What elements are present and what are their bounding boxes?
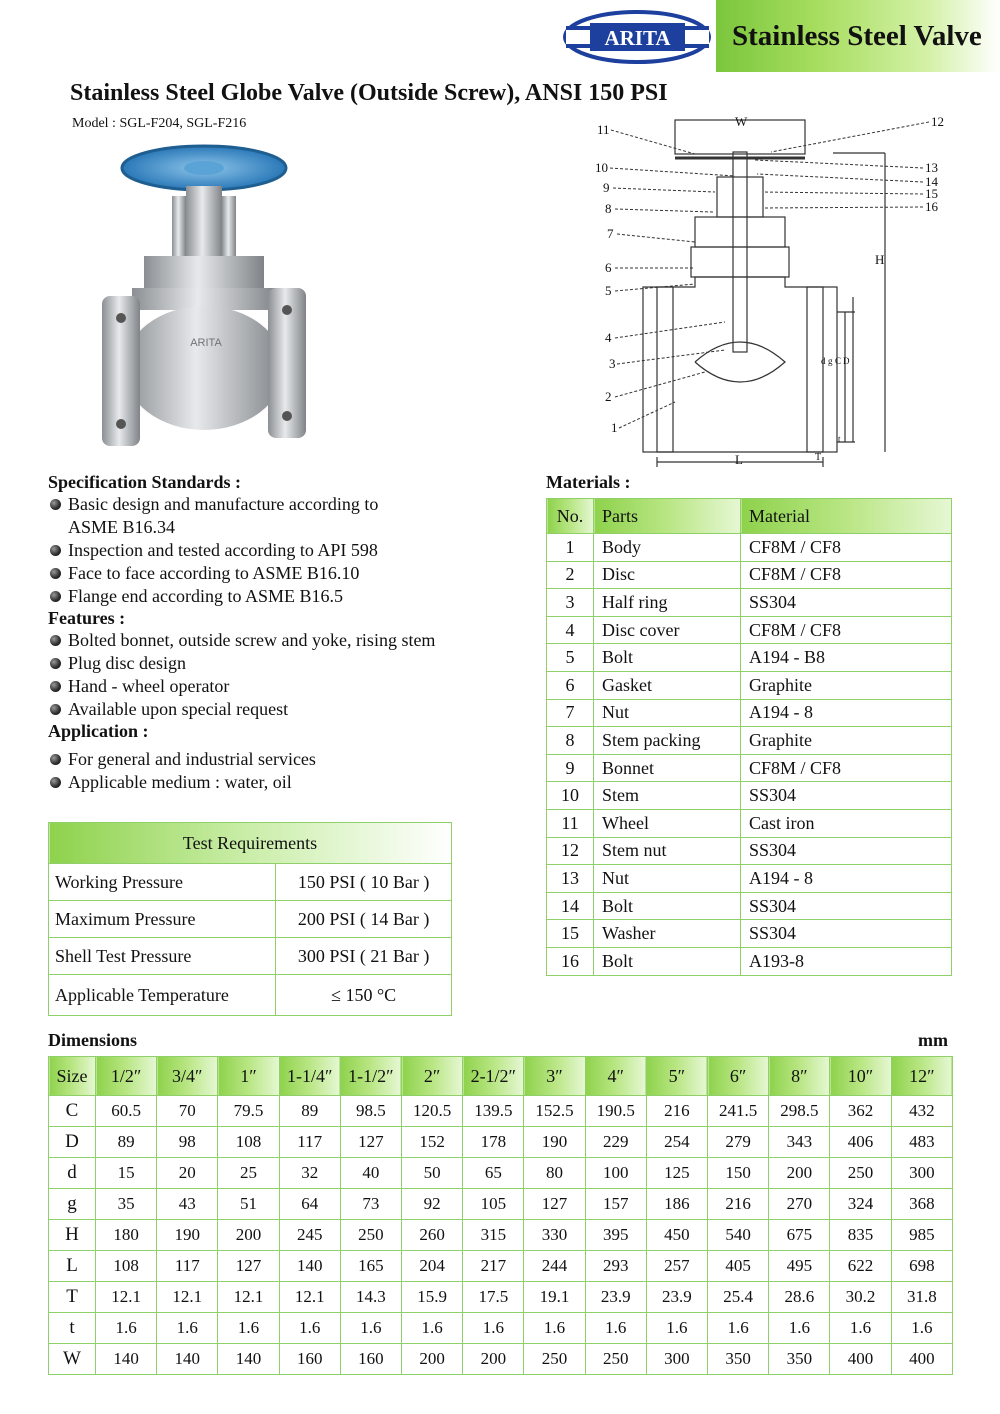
table-row (547, 727, 952, 755)
dimension-cell: 495 (769, 1251, 830, 1282)
product-title: Stainless Steel Globe Valve (Outside Screw), ANSI 150 PSI (70, 80, 668, 106)
dimension-cell: 23.9 (585, 1282, 646, 1313)
dimension-cell: 100 (585, 1158, 646, 1189)
size-header: 8″ (769, 1057, 830, 1096)
callout-9: 9 (603, 180, 610, 195)
list-item: For general and industrial services (48, 748, 498, 771)
dim-H: H (875, 252, 885, 267)
size-header: 3″ (524, 1057, 585, 1096)
list-item: Applicable medium : water, oil (48, 771, 498, 794)
part-material: CF8M / CF8 (741, 534, 952, 562)
dimension-cell: 152 (402, 1127, 463, 1158)
model-number: Model : SGL-F204, SGL-F216 (72, 116, 247, 131)
size-header: 12″ (891, 1057, 952, 1096)
table-row: Maximum Pressure 200 PSI ( 14 Bar ) (49, 901, 452, 938)
dimension-cell: 92 (402, 1189, 463, 1220)
dimension-cell: 622 (830, 1251, 891, 1282)
dimension-cell: 30.2 (830, 1282, 891, 1313)
dimension-cell: 1.6 (585, 1313, 646, 1344)
dimension-cell: 98 (157, 1127, 218, 1158)
dimension-cell: 293 (585, 1251, 646, 1282)
dimension-cell: 127 (524, 1189, 585, 1220)
dimension-cell: 125 (646, 1158, 707, 1189)
dimension-cell: 406 (830, 1127, 891, 1158)
dimension-cell: 835 (830, 1220, 891, 1251)
list-item: Hand - wheel operator (48, 675, 498, 698)
size-header: 1-1/4″ (279, 1057, 340, 1096)
dim-D: D (843, 356, 850, 366)
dimension-cell: 675 (769, 1220, 830, 1251)
dimension-cell: 186 (646, 1189, 707, 1220)
part-name: Disc (594, 561, 741, 589)
dimension-cell: 698 (891, 1251, 952, 1282)
table-row (547, 892, 952, 920)
table-row (547, 671, 952, 699)
dim-d: d (821, 356, 826, 366)
part-name: Disc cover (594, 616, 741, 644)
part-name: Half ring (594, 589, 741, 617)
dimension-cell: 330 (524, 1220, 585, 1251)
part-number: 12 (547, 837, 594, 865)
dimension-cell: 350 (708, 1344, 769, 1375)
callout-8: 8 (605, 201, 612, 216)
dimension-cell: 450 (646, 1220, 707, 1251)
dimension-cell: 1.6 (646, 1313, 707, 1344)
table-row (49, 1282, 953, 1313)
callout-15: 15 (925, 186, 938, 201)
part-name: Gasket (594, 671, 741, 699)
size-header: 10″ (830, 1057, 891, 1096)
dimension-cell: 250 (340, 1220, 401, 1251)
dimension-cell: 15.9 (402, 1282, 463, 1313)
size-header: 2″ (402, 1057, 463, 1096)
dimension-cell: 127 (340, 1127, 401, 1158)
dimension-cell: 89 (279, 1096, 340, 1127)
dimension-cell: 73 (340, 1189, 401, 1220)
dimension-cell: 1.6 (402, 1313, 463, 1344)
list-item: Basic design and manufacture according to ASME B16.34 (48, 493, 498, 539)
dimension-cell: 245 (279, 1220, 340, 1251)
part-material: A194 - 8 (741, 699, 952, 727)
part-material: A194 - B8 (741, 644, 952, 672)
table-row (547, 754, 952, 782)
dim-W: W (735, 114, 748, 129)
dimension-cell: 216 (708, 1189, 769, 1220)
dimension-cell: 12.1 (218, 1282, 279, 1313)
table-header (49, 1057, 953, 1096)
part-material: Cast iron (741, 809, 952, 837)
part-number: 9 (547, 754, 594, 782)
part-name: Bolt (594, 947, 741, 975)
row-label: T (49, 1282, 96, 1313)
dimensions-heading: Dimensions (48, 1030, 138, 1050)
dimension-cell: 229 (585, 1127, 646, 1158)
table-row (547, 616, 952, 644)
dimension-cell: 108 (218, 1127, 279, 1158)
table-row (49, 1096, 953, 1127)
dim-t: t (838, 434, 841, 444)
size-header: 6″ (708, 1057, 769, 1096)
dimension-cell: 343 (769, 1127, 830, 1158)
part-number: 14 (547, 892, 594, 920)
size-header: 2-1/2″ (463, 1057, 524, 1096)
part-name: Washer (594, 920, 741, 948)
dimension-cell: 368 (891, 1189, 952, 1220)
dimension-cell: 250 (830, 1158, 891, 1189)
size-header: 4″ (585, 1057, 646, 1096)
part-number: 15 (547, 920, 594, 948)
table-row: Applicable Temperature ≤ 150 °C (49, 975, 452, 1016)
part-material: A193-8 (741, 947, 952, 975)
dimension-cell: 1.6 (279, 1313, 340, 1344)
dimension-cell: 70 (157, 1096, 218, 1127)
part-number: 6 (547, 671, 594, 699)
dimension-cell: 25.4 (708, 1282, 769, 1313)
dimension-cell: 105 (463, 1189, 524, 1220)
dimension-cell: 165 (340, 1251, 401, 1282)
row-label: g (49, 1189, 96, 1220)
features-heading: Features : (48, 608, 126, 628)
dimension-cell: 1.6 (157, 1313, 218, 1344)
dimension-cell: 25 (218, 1158, 279, 1189)
part-material: CF8M / CF8 (741, 616, 952, 644)
size-header: 1-1/2″ (340, 1057, 401, 1096)
dimension-cell: 1.6 (96, 1313, 157, 1344)
table-header: No. Parts Material (547, 499, 952, 534)
callout-10: 10 (595, 160, 608, 175)
arita-logo (560, 8, 715, 66)
dim-L: L (735, 452, 743, 467)
specification-block (48, 472, 498, 794)
part-material: SS304 (741, 920, 952, 948)
materials-heading: Materials : (546, 472, 631, 492)
dimension-cell: 60.5 (96, 1096, 157, 1127)
part-number: 10 (547, 782, 594, 810)
part-name: Nut (594, 865, 741, 893)
dimension-cell: 178 (463, 1127, 524, 1158)
dimension-cell: 257 (646, 1251, 707, 1282)
table-row (547, 920, 952, 948)
dimension-cell: 217 (463, 1251, 524, 1282)
dimension-cell: 1.6 (218, 1313, 279, 1344)
dimension-cell: 152.5 (524, 1096, 585, 1127)
dimension-cell: 40 (340, 1158, 401, 1189)
part-number: 1 (547, 534, 594, 562)
dimension-cell: 160 (340, 1344, 401, 1375)
dimension-cell: 12.1 (157, 1282, 218, 1313)
row-label: C (49, 1096, 96, 1127)
dimension-cell: 204 (402, 1251, 463, 1282)
dimension-cell: 14.3 (340, 1282, 401, 1313)
dimension-cell: 43 (157, 1189, 218, 1220)
dimension-cell: 400 (891, 1344, 952, 1375)
list-item: Flange end according to ASME B16.5 (48, 585, 498, 608)
dimension-cell: 140 (218, 1344, 279, 1375)
dimension-cell: 250 (524, 1344, 585, 1375)
callout-11: 11 (597, 122, 610, 137)
table-row (49, 1220, 953, 1251)
dimension-cell: 15 (96, 1158, 157, 1189)
dimension-cell: 160 (279, 1344, 340, 1375)
dimension-cell: 1.6 (708, 1313, 769, 1344)
part-name: Bonnet (594, 754, 741, 782)
dimension-cell: 80 (524, 1158, 585, 1189)
dimensions-unit: mm (918, 1030, 948, 1050)
table-row (547, 837, 952, 865)
dimension-cell: 12.1 (279, 1282, 340, 1313)
dimension-cell: 35 (96, 1189, 157, 1220)
dim-C: C (835, 356, 842, 366)
table-row (547, 809, 952, 837)
list-item: Plug disc design (48, 652, 498, 675)
dimension-cell: 270 (769, 1189, 830, 1220)
dimension-cell: 985 (891, 1220, 952, 1251)
row-label: L (49, 1251, 96, 1282)
dimension-cell: 108 (96, 1251, 157, 1282)
row-label: H (49, 1220, 96, 1251)
part-name: Stem packing (594, 727, 741, 755)
row-label: d (49, 1158, 96, 1189)
table-row (49, 1189, 953, 1220)
dimension-cell: 23.9 (646, 1282, 707, 1313)
part-number: 11 (547, 809, 594, 837)
test-requirements-table (48, 822, 452, 1016)
dimension-cell: 117 (279, 1127, 340, 1158)
row-label: W (49, 1344, 96, 1375)
size-header: 1/2″ (96, 1057, 157, 1096)
dimension-cell: 127 (218, 1251, 279, 1282)
callout-14: 14 (925, 174, 938, 189)
dimension-cell: 190 (524, 1127, 585, 1158)
standards-heading: Specification Standards : (48, 472, 242, 492)
part-number: 7 (547, 699, 594, 727)
valve-photo (92, 138, 332, 468)
part-material: Graphite (741, 727, 952, 755)
dimension-cell: 254 (646, 1127, 707, 1158)
part-name: Nut (594, 699, 741, 727)
dimension-cell: 65 (463, 1158, 524, 1189)
dimension-cell: 1.6 (769, 1313, 830, 1344)
table-row (547, 699, 952, 727)
dimension-cell: 1.6 (891, 1313, 952, 1344)
callout-16: 16 (925, 199, 938, 214)
list-item: Available upon special request (48, 698, 498, 721)
dimension-cell: 140 (279, 1251, 340, 1282)
dimension-cell: 298.5 (769, 1096, 830, 1127)
dimension-cell: 200 (402, 1344, 463, 1375)
dimension-cell: 315 (463, 1220, 524, 1251)
dimension-cell: 19.1 (524, 1282, 585, 1313)
part-number: 5 (547, 644, 594, 672)
dimension-cell: 190 (157, 1220, 218, 1251)
dimension-cell: 150 (708, 1158, 769, 1189)
table-row (547, 947, 952, 975)
dimension-cell: 300 (891, 1158, 952, 1189)
callout-3: 3 (609, 356, 616, 371)
table-row: Working Pressure 150 PSI ( 10 Bar ) (49, 864, 452, 901)
dimension-cell: 244 (524, 1251, 585, 1282)
dimension-cell: 139.5 (463, 1096, 524, 1127)
dimension-cell: 200 (463, 1344, 524, 1375)
dimension-cell: 120.5 (402, 1096, 463, 1127)
dim-g: g (828, 356, 833, 366)
table-row (49, 1251, 953, 1282)
part-name: Wheel (594, 809, 741, 837)
dimension-cell: 98.5 (340, 1096, 401, 1127)
dimension-cell: 12.1 (96, 1282, 157, 1313)
callout-1: 1 (611, 420, 618, 435)
dimension-cell: 362 (830, 1096, 891, 1127)
brand-name: ARITA (604, 26, 671, 50)
dimension-cell: 17.5 (463, 1282, 524, 1313)
dimension-cell: 79.5 (218, 1096, 279, 1127)
part-material: SS304 (741, 782, 952, 810)
table-row (547, 644, 952, 672)
dimension-cell: 1.6 (340, 1313, 401, 1344)
dimension-cell: 157 (585, 1189, 646, 1220)
part-name: Bolt (594, 644, 741, 672)
table-row (547, 534, 952, 562)
callout-13: 13 (925, 160, 938, 175)
table-row (49, 1344, 953, 1375)
part-name: Stem nut (594, 837, 741, 865)
cross-section-diagram (595, 112, 955, 472)
dimension-cell: 260 (402, 1220, 463, 1251)
part-material: CF8M / CF8 (741, 754, 952, 782)
part-number: 13 (547, 865, 594, 893)
dimension-cell: 200 (769, 1158, 830, 1189)
dimension-cell: 20 (157, 1158, 218, 1189)
dimension-cell: 279 (708, 1127, 769, 1158)
callout-7: 7 (607, 226, 614, 241)
part-material: A194 - 8 (741, 865, 952, 893)
part-material: CF8M / CF8 (741, 561, 952, 589)
dimensions-table (48, 1056, 953, 1375)
part-number: 4 (547, 616, 594, 644)
part-number: 2 (547, 561, 594, 589)
size-header: 5″ (646, 1057, 707, 1096)
dimension-cell: 216 (646, 1096, 707, 1127)
table-row (547, 782, 952, 810)
dimension-cell: 117 (157, 1251, 218, 1282)
part-material: SS304 (741, 589, 952, 617)
list-item: Inspection and tested according to API 598 (48, 539, 498, 562)
dimension-cell: 32 (279, 1158, 340, 1189)
test-heading: Test Requirements (49, 823, 452, 864)
dimension-cell: 200 (218, 1220, 279, 1251)
dim-T: T (815, 452, 822, 463)
table-row (547, 865, 952, 893)
dimension-cell: 180 (96, 1220, 157, 1251)
size-label: Size (49, 1057, 96, 1096)
table-row (547, 561, 952, 589)
part-name: Stem (594, 782, 741, 810)
application-heading: Application : (48, 721, 149, 741)
table-row (547, 589, 952, 617)
photo-embossing: ARITA (190, 337, 222, 349)
part-material: Graphite (741, 671, 952, 699)
part-number: 3 (547, 589, 594, 617)
dimension-cell: 1.6 (463, 1313, 524, 1344)
table-row (49, 1127, 953, 1158)
dimension-cell: 64 (279, 1189, 340, 1220)
part-number: 8 (547, 727, 594, 755)
callout-6: 6 (605, 260, 612, 275)
dimension-cell: 350 (769, 1344, 830, 1375)
part-number: 16 (547, 947, 594, 975)
callout-2: 2 (605, 389, 612, 404)
dimension-cell: 483 (891, 1127, 952, 1158)
list-item: Bolted bonnet, outside screw and yoke, rising stem (48, 629, 498, 652)
dimension-cell: 28.6 (769, 1282, 830, 1313)
callout-5: 5 (605, 283, 612, 298)
dimension-cell: 51 (218, 1189, 279, 1220)
materials-table (546, 498, 952, 976)
dimension-cell: 89 (96, 1127, 157, 1158)
dimension-cell: 140 (157, 1344, 218, 1375)
dimension-cell: 324 (830, 1189, 891, 1220)
dimension-cell: 250 (585, 1344, 646, 1375)
part-material: SS304 (741, 837, 952, 865)
row-label: t (49, 1313, 96, 1344)
callout-4: 4 (605, 330, 612, 345)
part-name: Body (594, 534, 741, 562)
dimension-cell: 50 (402, 1158, 463, 1189)
category-title: Stainless Steel Valve (716, 0, 1000, 72)
dimension-cell: 405 (708, 1251, 769, 1282)
dimension-cell: 432 (891, 1096, 952, 1127)
dimension-cell: 400 (830, 1344, 891, 1375)
dimension-cell: 300 (646, 1344, 707, 1375)
row-label: D (49, 1127, 96, 1158)
dimension-cell: 140 (96, 1344, 157, 1375)
dimension-cell: 1.6 (830, 1313, 891, 1344)
size-header: 1″ (218, 1057, 279, 1096)
size-header: 3/4″ (157, 1057, 218, 1096)
dimension-cell: 241.5 (708, 1096, 769, 1127)
table-row (49, 1313, 953, 1344)
dimension-cell: 540 (708, 1220, 769, 1251)
dimension-cell: 190.5 (585, 1096, 646, 1127)
table-row (49, 1158, 953, 1189)
list-item: Face to face according to ASME B16.10 (48, 562, 498, 585)
dimension-cell: 395 (585, 1220, 646, 1251)
part-name: Bolt (594, 892, 741, 920)
dimension-cell: 1.6 (524, 1313, 585, 1344)
dimension-cell: 31.8 (891, 1282, 952, 1313)
table-row: Shell Test Pressure 300 PSI ( 21 Bar ) (49, 938, 452, 975)
part-material: SS304 (741, 892, 952, 920)
callout-12: 12 (931, 114, 944, 129)
